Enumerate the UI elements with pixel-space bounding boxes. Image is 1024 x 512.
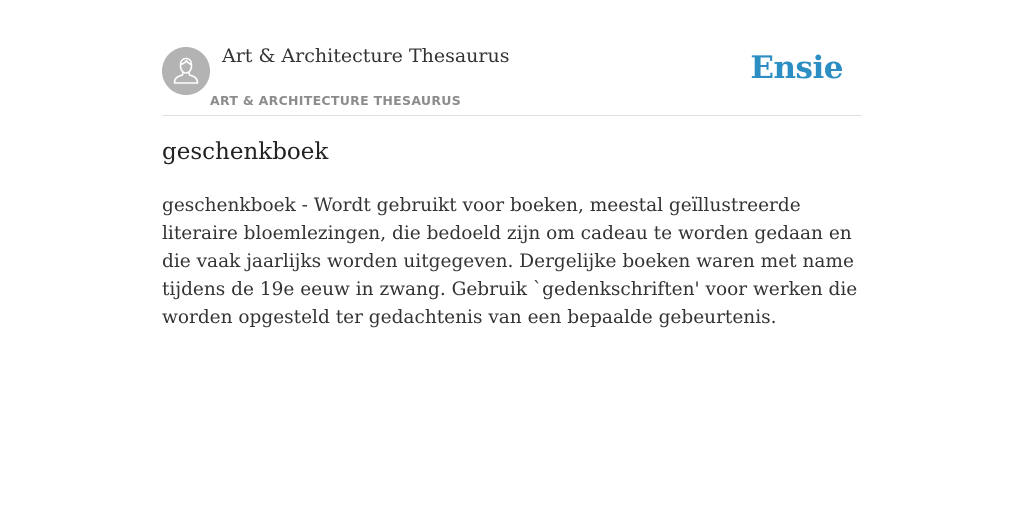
definition-text: geschenkboek - Wordt gebruikt voor boeken, meestal geïllustreerde literaire bloemlezingen, die bedoeld zijn om cadeau te worden gedaan en die vaak jaarlijks worden uitgegeven. Dergelijke boeken waren met name tijdens de 19e eeuw in zwang. Gebruik `gedenkschriften' voor werken die worden opgesteld ter gedachtenis van een bepaalde gebeurtenis. [162, 195, 858, 328]
page-title: geschenkboek [162, 139, 329, 165]
source-title-link[interactable]: Art & Architecture Thesaurus [222, 45, 510, 67]
ensie-logo[interactable]: Ensie [750, 50, 843, 86]
user-avatar-icon [162, 47, 210, 95]
source-subtitle: ART & ARCHITECTURE THESAURUS [210, 93, 462, 108]
avatar[interactable] [162, 47, 210, 95]
entry-header [162, 40, 862, 116]
